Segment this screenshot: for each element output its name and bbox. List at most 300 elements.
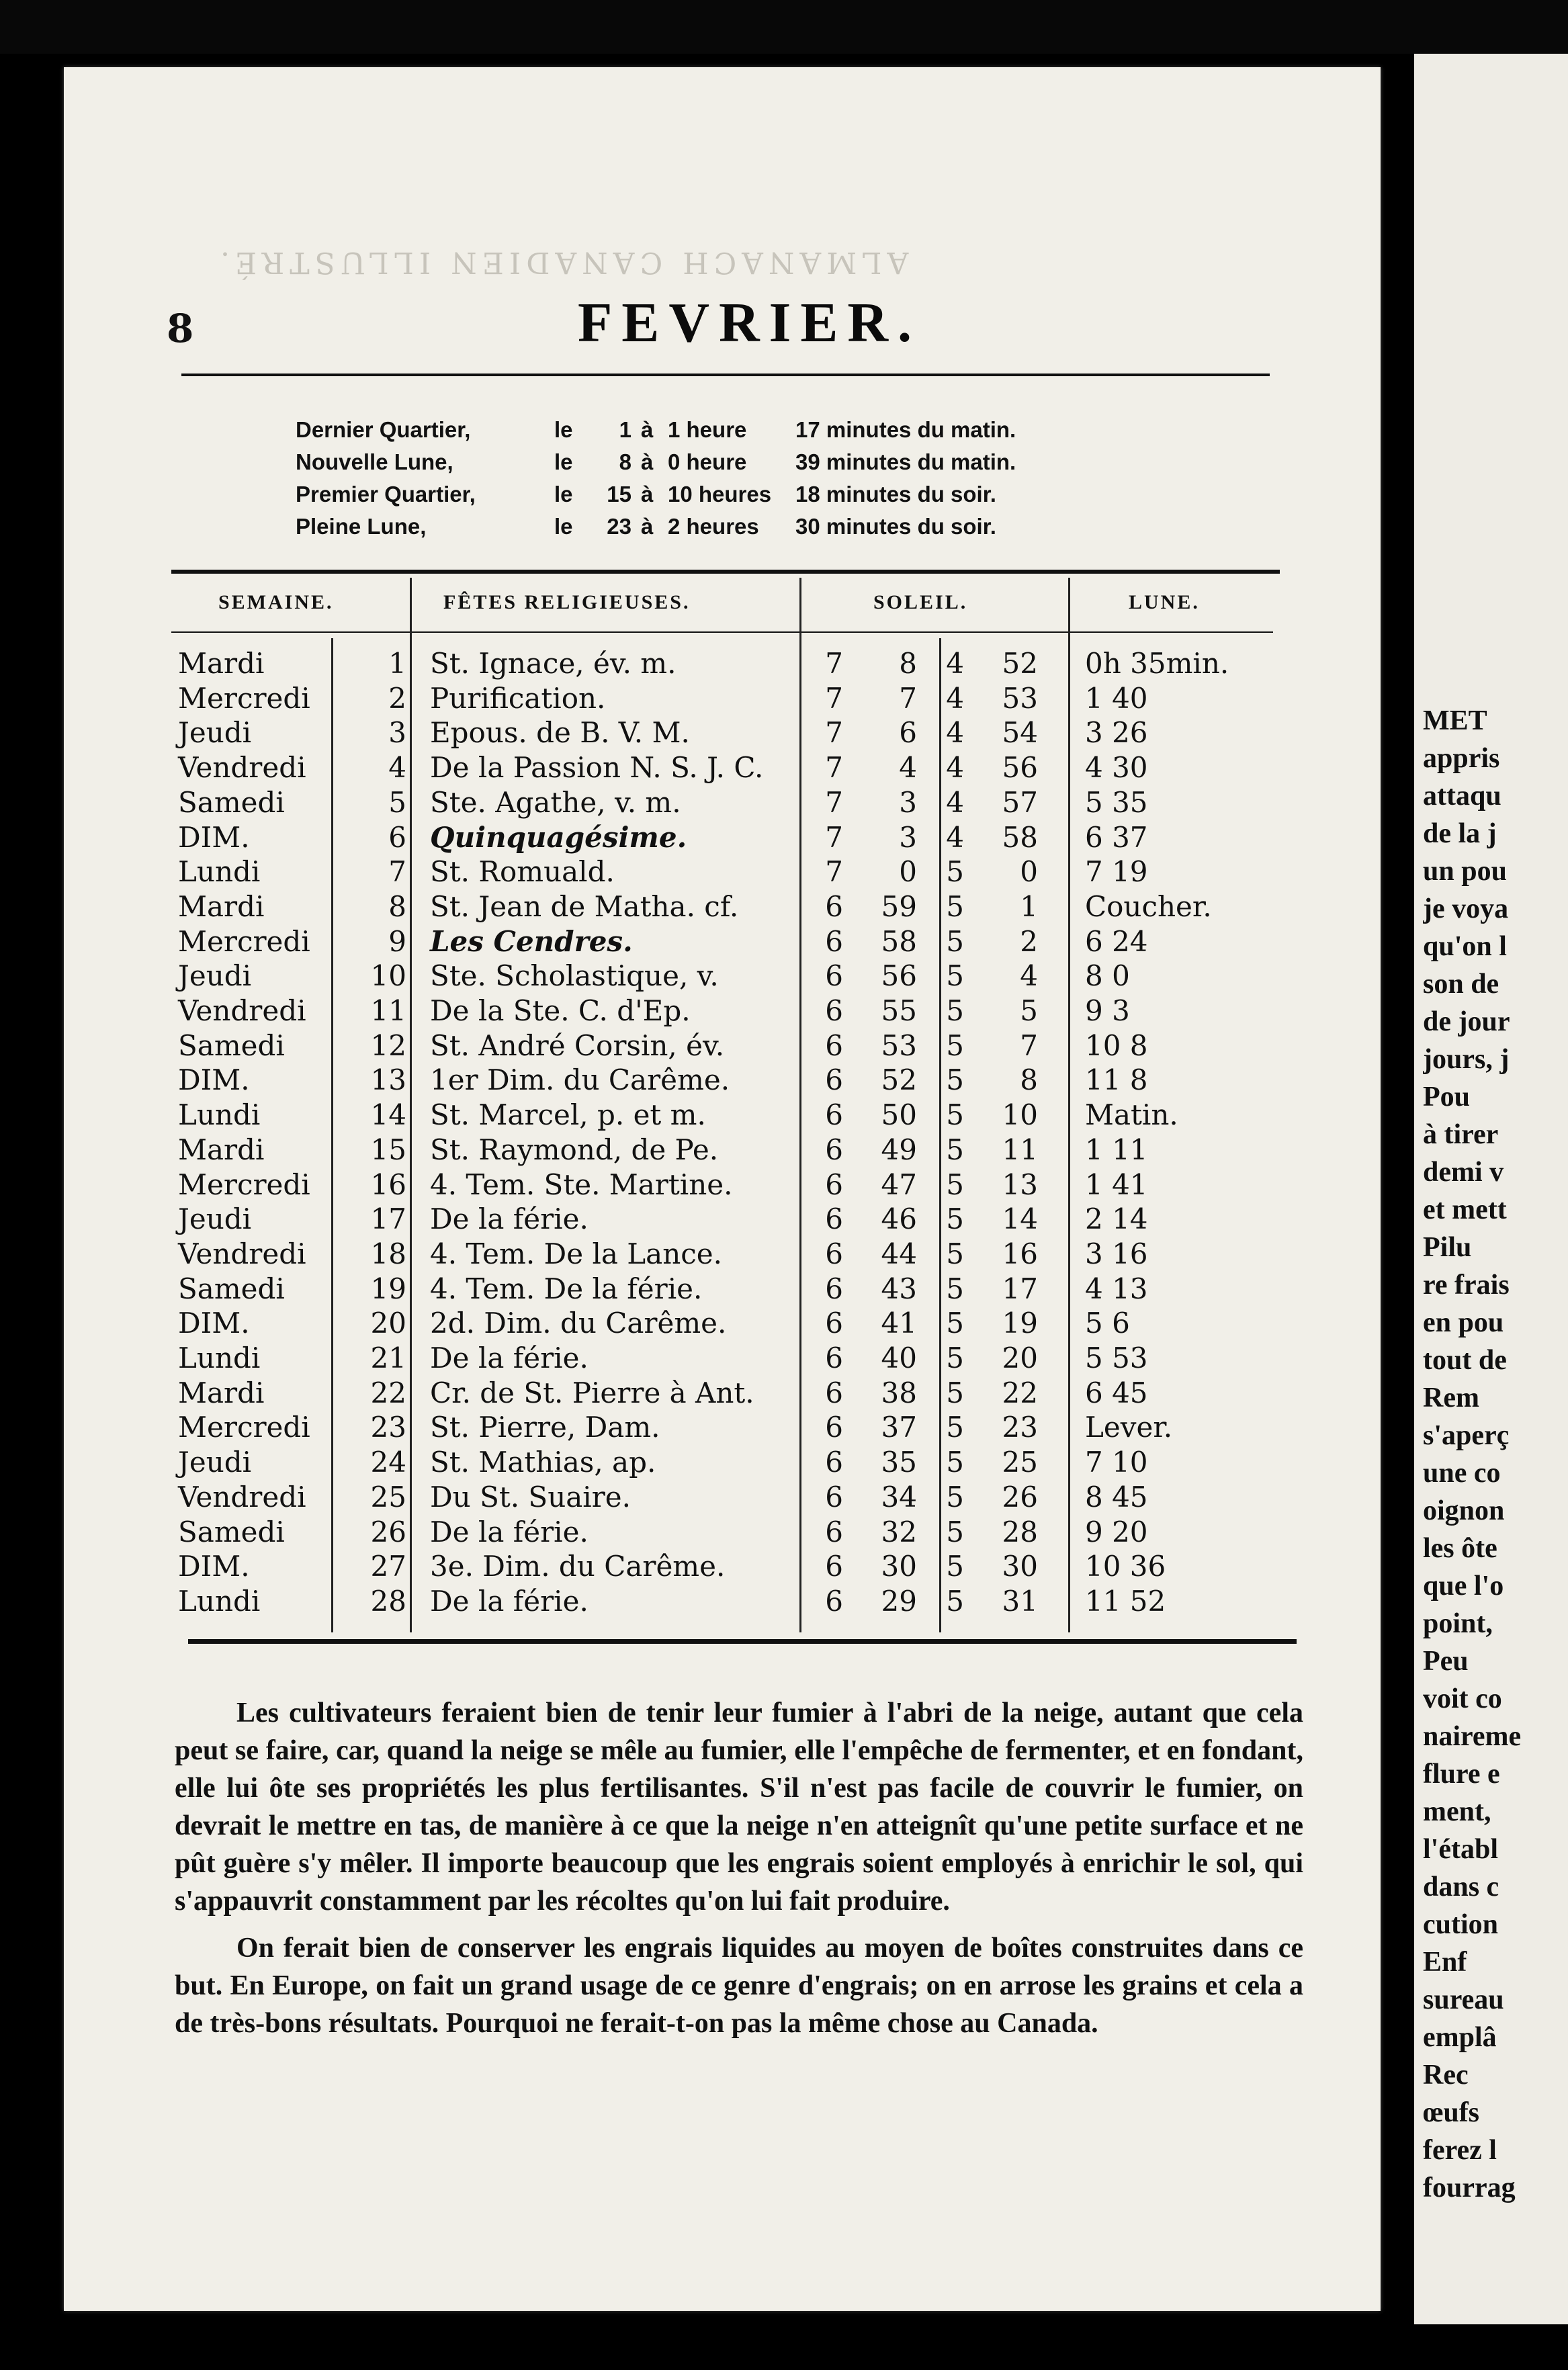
calendar-row [64,750,1381,785]
cell-num: 25 [370,1480,406,1513]
cell-cm: 1 [1020,889,1038,923]
cell-cm: 54 [1002,716,1038,750]
cell-fete: St. Mathias, ap. [430,1446,656,1479]
facing-line: qu'on l [1423,931,1507,962]
facing-line: Pilu [1423,1232,1472,1263]
cell-lune: 8 0 [1085,959,1130,993]
cell-day: Mardi [178,889,265,923]
phase-day: 1 [619,417,631,442]
cell-day: Lundi [178,855,261,889]
cell-lune: 3 26 [1085,716,1148,750]
facing-line: je voya [1423,893,1509,924]
facing-line: une co [1423,1458,1501,1489]
cell-day: Samedi [178,1028,285,1062]
facing-line: sureau [1423,1984,1504,2015]
cell-ch: 5 [946,1272,964,1305]
facing-line: et mett [1423,1194,1507,1225]
cell-ch: 5 [946,889,964,923]
cell-ch: 4 [946,681,964,715]
cell-ch: 5 [946,1307,964,1340]
cell-sh: 6 [825,1098,843,1132]
cell-num: 26 [370,1515,406,1548]
cell-cm: 31 [1002,1584,1038,1618]
cell-ch: 4 [946,647,964,680]
cell-sh: 6 [825,959,843,993]
phase-day: 15 [607,482,631,507]
header-semaine: SEMAINE. [218,591,334,613]
phase-minutes: 39 minutes du matin. [795,449,1016,474]
calendar-row [64,889,1381,924]
cell-sm: 40 [881,1342,917,1374]
cell-cm: 5 [1020,994,1038,1027]
phase-le: le [554,417,573,442]
cell-sh: 6 [825,924,843,958]
header-soleil: SOLEIL. [873,591,968,613]
cell-sh: 7 [825,785,843,819]
cell-fete: St. Jean de Matha. cf. [430,889,739,923]
cell-num: 2 [388,681,406,715]
cell-sh: 7 [825,820,843,854]
facing-line: cution [1423,1909,1499,1940]
phase-a: à [641,449,654,474]
body-text [175,1694,1303,2042]
cell-sh: 6 [825,1133,843,1166]
cell-day: Jeudi [178,959,252,993]
cell-lune: 5 6 [1085,1307,1130,1340]
cell-sh: 6 [825,1063,843,1097]
cell-ch: 5 [946,1584,964,1618]
cell-ch: 5 [946,1550,964,1583]
facing-line: naireme [1423,1721,1522,1752]
cell-ch: 4 [946,716,964,750]
cell-sm: 35 [881,1446,917,1479]
cell-lune: Coucher. [1085,889,1212,923]
facing-line: les ôte [1423,1533,1497,1564]
paragraph-1: Les cultivateurs feraient bien de tenir leur fumier à l'abri de la neige, autant que cela peut se faire, car, quand la neige se mêle au fumier, elle l'empêche de fermenter, et en fondant, elle lui ôte ses propriétés les plus fertilisantes. S'il n'est pas facile de couvrir le fumier, on devrait le mettre en tas, de manière à ce que la neige n'en atteignît qu'une petite surface et ne pût guère s'y mêler. Il importe beaucoup que les engrais soient employés à enrichir le sol, qui s'appauvrit constamment par les récoltes qu'on lui fait produire. [175,1698,1303,1917]
cell-sm: 38 [881,1376,917,1409]
cell-fete: 1er Dim. du Carême. [430,1063,730,1097]
facing-line: flure e [1423,1759,1500,1790]
cell-sm: 29 [881,1584,917,1618]
facing-line: de la j [1423,818,1497,849]
cell-cm: 4 [1020,959,1038,993]
cell-sh: 6 [825,1411,843,1444]
cell-fete: St. André Corsin, év. [430,1028,725,1062]
facing-line: Rem [1423,1382,1479,1413]
cell-sh: 6 [825,1307,843,1340]
phase-hours: 1 heure [668,417,747,442]
facing-line: ferez l [1423,2135,1497,2166]
cell-lune: 6 24 [1085,924,1148,958]
calendar-row [64,1549,1381,1584]
cell-num: 1 [388,647,406,680]
facing-line: fourrag [1423,2172,1516,2203]
cell-day: Jeudi [178,716,252,750]
calendar-row [64,1063,1381,1098]
cell-num: 16 [370,1168,406,1201]
calendar-row [64,1480,1381,1515]
cell-cm: 30 [1002,1550,1038,1583]
cell-fete: Purification. [430,681,606,715]
cell-sm: 56 [881,959,917,993]
cell-fete: De la férie. [430,1342,589,1374]
calendar-row [64,1445,1381,1480]
cell-sm: 46 [881,1202,917,1236]
cell-cm: 2 [1020,924,1038,958]
facing-line: MET [1423,705,1487,736]
cell-day: Mardi [178,647,265,680]
cell-fete: 4. Tem. De la Lance. [430,1237,722,1270]
cell-sh: 6 [825,1480,843,1513]
cell-ch: 5 [946,1098,964,1132]
cell-lune: 1 41 [1085,1168,1148,1201]
facing-line: point, [1423,1608,1493,1639]
phase-day: 8 [619,449,631,474]
phase-a: à [641,417,654,442]
facing-line: Rec [1423,2060,1469,2091]
cell-day: DIM. [178,1307,250,1340]
cell-ch: 5 [946,1411,964,1444]
cell-ch: 5 [946,1168,964,1201]
phase-minutes: 18 minutes du soir. [795,482,996,507]
cell-day: Samedi [178,1272,285,1305]
cell-num: 18 [370,1237,406,1270]
cell-num: 4 [388,751,406,785]
cell-ch: 4 [946,820,964,854]
phase-name: Pleine Lune, [296,514,427,539]
cell-cm: 26 [1002,1480,1038,1513]
facing-line: œufs [1423,2097,1480,2128]
cell-sh: 6 [825,1272,843,1305]
cell-day: Lundi [178,1342,261,1374]
cell-cm: 57 [1002,785,1038,819]
cell-sm: 52 [881,1063,917,1097]
phase-name: Premier Quartier, [296,482,476,507]
cell-ch: 5 [946,1376,964,1409]
calendar-row [64,1202,1381,1237]
cell-num: 20 [370,1307,406,1340]
cell-day: Samedi [178,785,285,819]
cell-lune: 1 11 [1085,1133,1148,1166]
facing-line: re frais [1423,1270,1510,1301]
header-fetes: FÊTES RELIGIEUSES. [443,591,691,613]
cell-ch: 5 [946,924,964,958]
cell-sm: 43 [881,1272,917,1305]
cell-sm: 0 [899,855,917,889]
facing-line: Enf [1423,1947,1467,1978]
cell-cm: 25 [1002,1446,1038,1479]
phase-le: le [554,482,573,507]
cell-lune: 3 16 [1085,1237,1148,1270]
cell-sm: 58 [881,924,917,958]
cell-cm: 22 [1002,1376,1038,1409]
cell-sm: 7 [899,681,917,715]
cell-sm: 37 [881,1411,917,1444]
cell-lune: 11 52 [1085,1584,1166,1618]
calendar-row [64,820,1381,855]
facing-line: son de [1423,969,1499,1000]
cell-lune: 9 20 [1085,1515,1148,1548]
cell-sm: 3 [899,785,917,819]
calendar-row [64,646,1381,681]
facing-line: ment, [1423,1796,1491,1827]
phase-a: à [641,482,654,507]
cell-lune: Lever. [1085,1411,1173,1444]
cell-sh: 7 [825,751,843,785]
cell-sh: 6 [825,1446,843,1479]
cell-sm: 47 [881,1168,917,1201]
cell-sm: 53 [881,1028,917,1062]
cell-num: 5 [388,785,406,819]
calendar-row [64,1341,1381,1376]
calendar-row [64,924,1381,959]
cell-fete: Quinquagésime. [430,820,687,854]
cell-cm: 14 [1002,1202,1038,1236]
cell-lune: 1 40 [1085,681,1148,715]
cell-fete: Cr. de St. Pierre à Ant. [430,1376,754,1409]
cell-sm: 50 [881,1098,917,1132]
cell-num: 10 [370,959,406,993]
cell-sh: 6 [825,994,843,1027]
calendar-row [64,1028,1381,1063]
facing-line: que l'o [1423,1571,1504,1601]
cell-sh: 6 [825,889,843,923]
facing-line: tout de [1423,1345,1507,1376]
phase-le: le [554,449,573,474]
calendar-row [64,1272,1381,1307]
calendar-row [64,1376,1381,1411]
cell-day: Vendredi [178,1237,306,1270]
calendar-row [64,1168,1381,1202]
cell-sm: 30 [881,1550,917,1583]
calendar-row [64,681,1381,716]
cell-sh: 6 [825,1515,843,1548]
cell-fete: St. Raymond, de Pe. [430,1133,719,1166]
cell-sm: 8 [899,647,917,680]
calendar-row [64,994,1381,1028]
cell-sh: 6 [825,1584,843,1618]
cell-fete: De la férie. [430,1584,589,1618]
cell-cm: 16 [1002,1237,1038,1270]
cell-cm: 8 [1020,1063,1038,1097]
cell-num: 13 [370,1063,406,1097]
cell-cm: 20 [1002,1342,1038,1374]
table-bottom-rule [188,1639,1297,1644]
cell-ch: 5 [946,994,964,1027]
bleed-through-title: ALMANACH CANADIEN ILLUSTRÉ. [215,245,909,279]
cell-lune: 11 8 [1085,1063,1148,1097]
cell-sh: 6 [825,1168,843,1201]
cell-fete: De la férie. [430,1515,589,1548]
facing-line: s'aperç [1423,1420,1510,1451]
cell-lune: 5 53 [1085,1342,1148,1374]
cell-lune: Matin. [1085,1098,1178,1132]
cell-lune: 5 35 [1085,785,1148,819]
cell-num: 19 [370,1272,406,1305]
cell-day: DIM. [178,1550,250,1583]
phase-hours: 10 heures [668,482,772,507]
cell-sh: 7 [825,681,843,715]
cell-cm: 10 [1002,1098,1038,1132]
cell-fete: De la Ste. C. d'Ep. [430,994,691,1027]
cell-day: Jeudi [178,1202,252,1236]
cell-sm: 6 [899,716,917,750]
cell-fete: St. Marcel, p. et m. [430,1098,706,1132]
cell-fete: St. Pierre, Dam. [430,1411,660,1444]
cell-fete: De la férie. [430,1202,589,1236]
cell-lune: 2 14 [1085,1202,1148,1236]
cell-ch: 5 [946,959,964,993]
cell-day: Lundi [178,1584,261,1618]
cell-sh: 7 [825,716,843,750]
cell-fete: 4. Tem. Ste. Martine. [430,1168,733,1201]
cell-sm: 59 [881,889,917,923]
phase-hours: 0 heure [668,449,747,474]
cell-cm: 17 [1002,1272,1038,1305]
cell-ch: 5 [946,1515,964,1548]
cell-ch: 5 [946,1342,964,1374]
cell-fete: 4. Tem. De la férie. [430,1272,703,1305]
cell-ch: 4 [946,785,964,819]
cell-day: Mercredi [178,924,310,958]
phase-day: 23 [607,514,631,539]
cell-sm: 55 [881,994,917,1027]
cell-num: 8 [388,889,406,923]
cell-day: Mardi [178,1376,265,1409]
cell-fete: St. Romuald. [430,855,615,889]
cell-fete: Du St. Suaire. [430,1480,631,1513]
cell-sm: 3 [899,820,917,854]
cell-cm: 56 [1002,751,1038,785]
calendar-row [64,1133,1381,1168]
cell-fete: De la Passion N. S. J. C. [430,751,764,785]
facing-line: oignon [1423,1495,1505,1526]
cell-num: 9 [388,924,406,958]
calendar-row [64,1098,1381,1133]
cell-lune: 7 10 [1085,1446,1148,1479]
cell-day: Mardi [178,1133,265,1166]
facing-line: Pou [1423,1082,1471,1112]
cell-lune: 6 45 [1085,1376,1148,1409]
calendar-row [64,1237,1381,1272]
cell-ch: 5 [946,855,964,889]
calendar-row [64,785,1381,820]
cell-fete: St. Ignace, év. m. [430,647,677,680]
cell-lune: 4 13 [1085,1272,1148,1305]
cell-cm: 13 [1002,1168,1038,1201]
cell-num: 24 [370,1446,406,1479]
facing-line: voit co [1423,1683,1502,1714]
facing-line: de jour [1423,1006,1510,1037]
cell-num: 11 [370,994,406,1027]
page-number: 8 [167,306,194,351]
facing-line: dans c [1423,1872,1499,1902]
cell-sh: 6 [825,1376,843,1409]
cell-sh: 6 [825,1202,843,1236]
phase-name: Nouvelle Lune, [296,449,453,474]
cell-day: DIM. [178,1063,250,1097]
phase-minutes: 30 minutes du soir. [795,514,996,539]
cell-num: 3 [388,716,406,750]
cell-ch: 5 [946,1028,964,1062]
cell-num: 7 [388,855,406,889]
cell-fete: Ste. Scholastique, v. [430,959,719,993]
cell-num: 21 [370,1342,406,1374]
cell-day: Vendredi [178,751,306,785]
cell-cm: 28 [1002,1515,1038,1548]
facing-line: attaqu [1423,781,1501,811]
facing-line: en pou [1423,1307,1504,1338]
cell-day: Lundi [178,1098,261,1132]
cell-cm: 58 [1002,820,1038,854]
cell-fete: 2d. Dim. du Carême. [430,1307,727,1340]
cell-cm: 19 [1002,1307,1038,1340]
cell-cm: 23 [1002,1411,1038,1444]
cell-sm: 4 [899,751,917,785]
cell-day: DIM. [178,820,250,854]
cell-sm: 32 [881,1515,917,1548]
cell-ch: 5 [946,1063,964,1097]
facing-line: à tirer [1423,1119,1499,1150]
cell-day: Mercredi [178,681,310,715]
cell-day: Samedi [178,1515,285,1548]
cell-ch: 4 [946,751,964,785]
cell-cm: 7 [1020,1028,1038,1062]
cell-num: 14 [370,1098,406,1132]
calendar-row [64,715,1381,750]
cell-sm: 41 [881,1307,917,1340]
phase-a: à [641,514,654,539]
cell-day: Mercredi [178,1168,310,1201]
cell-sm: 49 [881,1133,917,1166]
phase-name: Dernier Quartier, [296,417,471,442]
cell-cm: 11 [1002,1133,1038,1166]
cell-day: Jeudi [178,1446,252,1479]
calendar-row [64,1306,1381,1341]
cell-sh: 7 [825,647,843,680]
cell-num: 17 [370,1202,406,1236]
calendar-row [64,1515,1381,1550]
phase-minutes: 17 minutes du matin. [795,417,1016,442]
cell-cm: 0 [1020,855,1038,889]
cell-fete: 3e. Dim. du Carême. [430,1550,726,1583]
paragraph-2: On ferait bien de conserver les engrais liquides au moyen de boîtes construites dans ce but. En Europe, on fait un grand usage de ce genre d'engrais; on en arrose les grains et cela a de très-bons résultats. Pourquoi ne ferait-t-on pas la même chose au Canada. [175,1933,1303,2039]
facing-line: demi v [1423,1157,1504,1188]
cell-lune: 4 30 [1085,751,1148,785]
cell-num: 23 [370,1411,406,1444]
cell-day: Mercredi [178,1411,310,1444]
cell-num: 15 [370,1133,406,1166]
cell-cm: 53 [1002,681,1038,715]
cell-ch: 5 [946,1237,964,1270]
facing-page-text [1423,702,1568,2207]
cell-num: 6 [388,820,406,854]
calendar-row [64,959,1381,994]
cell-lune: 10 36 [1085,1550,1166,1583]
phase-hours: 2 heures [668,514,759,539]
cell-ch: 5 [946,1202,964,1236]
facing-line: Peu [1423,1646,1469,1677]
cell-lune: 0h 35min. [1085,647,1229,680]
cell-day: Vendredi [178,994,306,1027]
cell-ch: 5 [946,1133,964,1166]
header-lune: LUNE. [1129,591,1200,613]
facing-line: appris [1423,743,1500,774]
facing-line: un pou [1423,856,1507,887]
month-title: FEVRIER. [578,292,922,354]
cell-fete: Epous. de B. V. M. [430,716,690,750]
cell-sh: 6 [825,1028,843,1062]
